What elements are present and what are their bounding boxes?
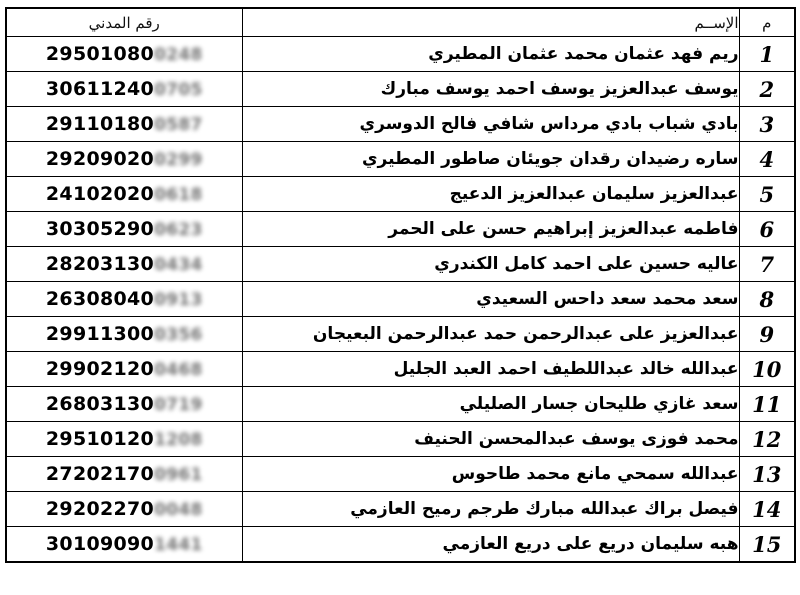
- name-cell: سعد محمد سعد داحس السعيدي: [242, 282, 739, 317]
- roster-table: [5, 7, 796, 563]
- table-row: [6, 282, 795, 317]
- civil-id-visible: 27202170: [45, 463, 155, 485]
- civil-id-cell: [6, 72, 242, 107]
- civil-id-visible: 30611240: [45, 78, 155, 100]
- civil-id-redacted: 0299: [154, 150, 203, 170]
- index-cell: 14: [739, 492, 795, 527]
- table-row: [6, 352, 795, 387]
- civil-id-redacted: 0468: [154, 360, 203, 380]
- civil-id-visible: 29510120: [45, 428, 155, 450]
- civil-id-redacted: 0048: [154, 500, 203, 520]
- civil-id-redacted: 0719: [154, 395, 203, 415]
- index-cell: 9: [739, 317, 795, 352]
- civil-id-visible: 30305290: [45, 218, 155, 240]
- table-row: [6, 527, 795, 563]
- index-cell: 11: [739, 387, 795, 422]
- civil-id-cell: [6, 37, 242, 72]
- civil-id-visible: 29902120: [45, 358, 155, 380]
- civil-id-visible: 24102020: [45, 183, 155, 205]
- name-cell: يوسف عبدالعزيز يوسف احمد يوسف مبارك: [242, 72, 739, 107]
- index-cell: 8: [739, 282, 795, 317]
- index-cell: 13: [739, 457, 795, 492]
- civil-id-cell: [6, 387, 242, 422]
- index-cell: 10: [739, 352, 795, 387]
- civil-id-redacted: 0434: [154, 255, 203, 275]
- civil-id-visible: 26308040: [45, 288, 155, 310]
- civil-id-cell: [6, 492, 242, 527]
- civil-id-redacted: 0913: [154, 290, 203, 310]
- table-row: [6, 72, 795, 107]
- table-row: [6, 247, 795, 282]
- civil-id-redacted: 0248: [154, 45, 203, 65]
- header-name: الإســم: [242, 8, 739, 37]
- civil-id-cell: [6, 247, 242, 282]
- table-row: [6, 142, 795, 177]
- name-cell: هبه سليمان دريع على دريع العازمي: [242, 527, 739, 563]
- civil-id-visible: 29209020: [45, 148, 155, 170]
- civil-id-redacted: 0705: [154, 80, 203, 100]
- table-row: [6, 37, 795, 72]
- civil-id-cell: [6, 422, 242, 457]
- civil-id-cell: [6, 317, 242, 352]
- name-cell: عبدالله خالد عبداللطيف احمد العبد الجليل: [242, 352, 739, 387]
- table-row: [6, 177, 795, 212]
- index-cell: 3: [739, 107, 795, 142]
- name-cell: فيصل براك عبدالله مبارك طرجم رميح العازمي: [242, 492, 739, 527]
- table-row: [6, 457, 795, 492]
- index-cell: 12: [739, 422, 795, 457]
- civil-id-visible: 29911300: [45, 323, 155, 345]
- index-cell: 6: [739, 212, 795, 247]
- index-cell: 1: [739, 37, 795, 72]
- index-cell: 5: [739, 177, 795, 212]
- index-cell: 7: [739, 247, 795, 282]
- civil-id-redacted: 0356: [154, 325, 203, 345]
- table-row: [6, 317, 795, 352]
- name-cell: عبدالعزيز سليمان عبدالعزيز الدعيج: [242, 177, 739, 212]
- civil-id-visible: 29202270: [45, 498, 155, 520]
- index-cell: 15: [739, 527, 795, 563]
- name-cell: ساره رضيدان رقدان جويئان صاطور المطيري: [242, 142, 739, 177]
- name-cell: عبدالله سمحي مانع محمد طاحوس: [242, 457, 739, 492]
- name-cell: بادي شباب بادي مرداس شافي فالح الدوسري: [242, 107, 739, 142]
- civil-id-visible: 30109090: [45, 533, 155, 555]
- civil-id-cell: [6, 457, 242, 492]
- civil-id-cell: [6, 212, 242, 247]
- index-cell: 4: [739, 142, 795, 177]
- table-row: [6, 212, 795, 247]
- header-civil-id: رقم المدني: [6, 8, 242, 37]
- civil-id-redacted: 0961: [154, 465, 203, 485]
- civil-id-cell: [6, 352, 242, 387]
- table-header: [6, 8, 795, 37]
- table-row: [6, 422, 795, 457]
- name-cell: فاطمه عبدالعزيز إبراهيم حسن على الحمر: [242, 212, 739, 247]
- civil-id-redacted: 1208: [154, 430, 203, 450]
- civil-id-redacted: 0618: [154, 185, 203, 205]
- name-cell: محمد فوزى يوسف عبدالمحسن الحنيف: [242, 422, 739, 457]
- table-row: [6, 492, 795, 527]
- civil-id-redacted: 0623: [154, 220, 203, 240]
- name-cell: عاليه حسين على احمد كامل الكندري: [242, 247, 739, 282]
- table-row: [6, 387, 795, 422]
- name-cell: ريم فهد عثمان محمد عثمان المطيري: [242, 37, 739, 72]
- name-cell: عبدالعزيز على عبدالرحمن حمد عبدالرحمن البعيجان: [242, 317, 739, 352]
- civil-id-redacted: 0587: [154, 115, 203, 135]
- civil-id-cell: [6, 142, 242, 177]
- header-row: [6, 8, 795, 37]
- civil-id-visible: 26803130: [45, 393, 155, 415]
- name-cell: سعد غازي طليحان جسار الصليلي: [242, 387, 739, 422]
- civil-id-visible: 29110180: [45, 113, 155, 135]
- index-cell: 2: [739, 72, 795, 107]
- header-index: م: [739, 8, 795, 37]
- civil-id-cell: [6, 177, 242, 212]
- civil-id-cell: [6, 107, 242, 142]
- civil-id-visible: 29501080: [45, 43, 155, 65]
- table-row: [6, 107, 795, 142]
- civil-id-cell: [6, 282, 242, 317]
- table-body: [6, 37, 795, 563]
- civil-id-visible: 28203130: [45, 253, 155, 275]
- civil-id-cell: [6, 527, 242, 563]
- civil-id-redacted: 1441: [154, 535, 203, 555]
